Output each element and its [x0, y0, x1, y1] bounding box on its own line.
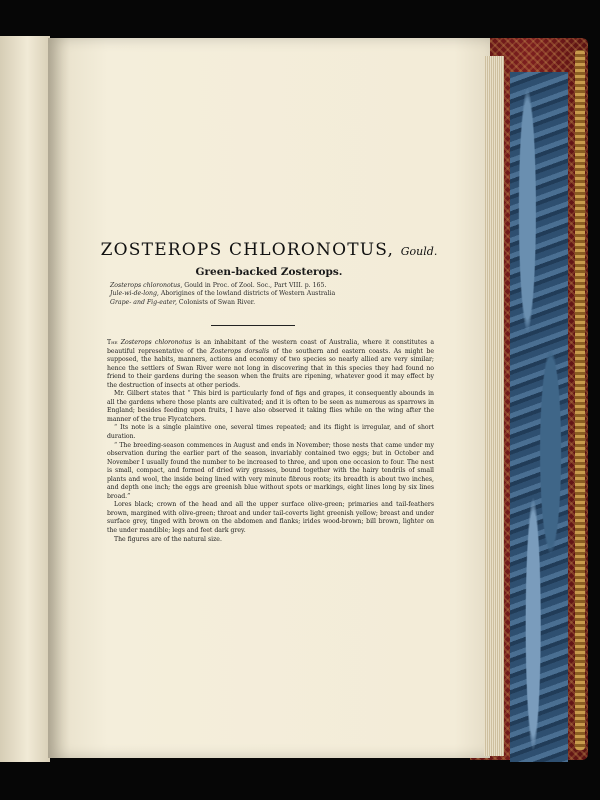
title-block — [48, 240, 490, 278]
description-text — [107, 339, 434, 544]
paragraph: The figures are of the natural size. — [114, 535, 222, 543]
species-title — [48, 240, 490, 260]
left-page — [0, 36, 50, 762]
paragraph: “ Its note is a single plaintive one, several times repeated; and its flight is irregular, and of short duration. — [107, 424, 434, 441]
synonym-line: Zosterops chloronotus, Gould in Proc. of Zool. Soc., Part VIII. p. 165. — [110, 282, 327, 289]
paragraph: The Zosterops chloronotus is an inhabitant of the western coast of Australia, where it constitutes a beautiful representative of the Zosterops dorsalis of the southern and eastern coasts. As might be supposed, the habits, manners, actions and economy of two species so nearly allied are very similar; hence the settlers of Swan River were not long in discovering that in this species they had found no friend to their gardens during the season when the fruits are ripening, whatever good it may effect by the destruction of insects at other periods. — [107, 339, 435, 389]
gilt-border — [575, 50, 585, 750]
paragraph: “ The breeding-season commences in August and ends in November; those nests that came under my observation during the earlier part of the season, invariably contained two eggs; but in October and November I usually found the number to be increased to three, and upon one occasion to four. The nest is small, compact, and formed of dried wiry grasses, bound together with the hairy tendrils of small plants and wool, the inside being lined with very minute fibrous roots; its breadth is about two inches, and depth one inch; the eggs are greenish blue without spots or markings, eight lines long by six lines broad.” — [107, 441, 434, 500]
paragraph: Mr. Gilbert states that “ This bird is particularly fond of figs and grapes, it consequently abounds in all the gardens where those plants are cultivated; and it is often to be seen as numerous as sparrows in England; besides feeding upon fruits, I have also observed it taking flies while on the wing after the manner of the true Flycatchers. — [107, 390, 434, 423]
species-authority: Gould. — [400, 245, 438, 258]
page-edges — [484, 56, 504, 756]
synonymy — [110, 282, 440, 307]
synonym-line: Jule-wi-de-long, Aborigines of the lowland districts of Western Australia — [110, 290, 336, 298]
common-name: Green-backed Zosterops. — [195, 266, 343, 278]
synonym-line: Grape- and Fig-eater, Colonists of Swan River. — [110, 298, 256, 306]
species-name: ZOSTEROPS CHLORONOTUS, — [100, 240, 395, 260]
divider-rule — [211, 325, 295, 326]
paragraph: Lores black; crown of the head and all the upper surface olive-green; primaries and tail-feathers brown, margined with olive-green; throat and under tail-coverts light greenish yellow; breast and under surface grey, tinged with brown on the abdomen and flanks; irides wood-brown; bill brown, lighter on the under mandible; legs and feet dark grey. — [107, 501, 434, 535]
marbled-endpaper — [510, 72, 568, 762]
